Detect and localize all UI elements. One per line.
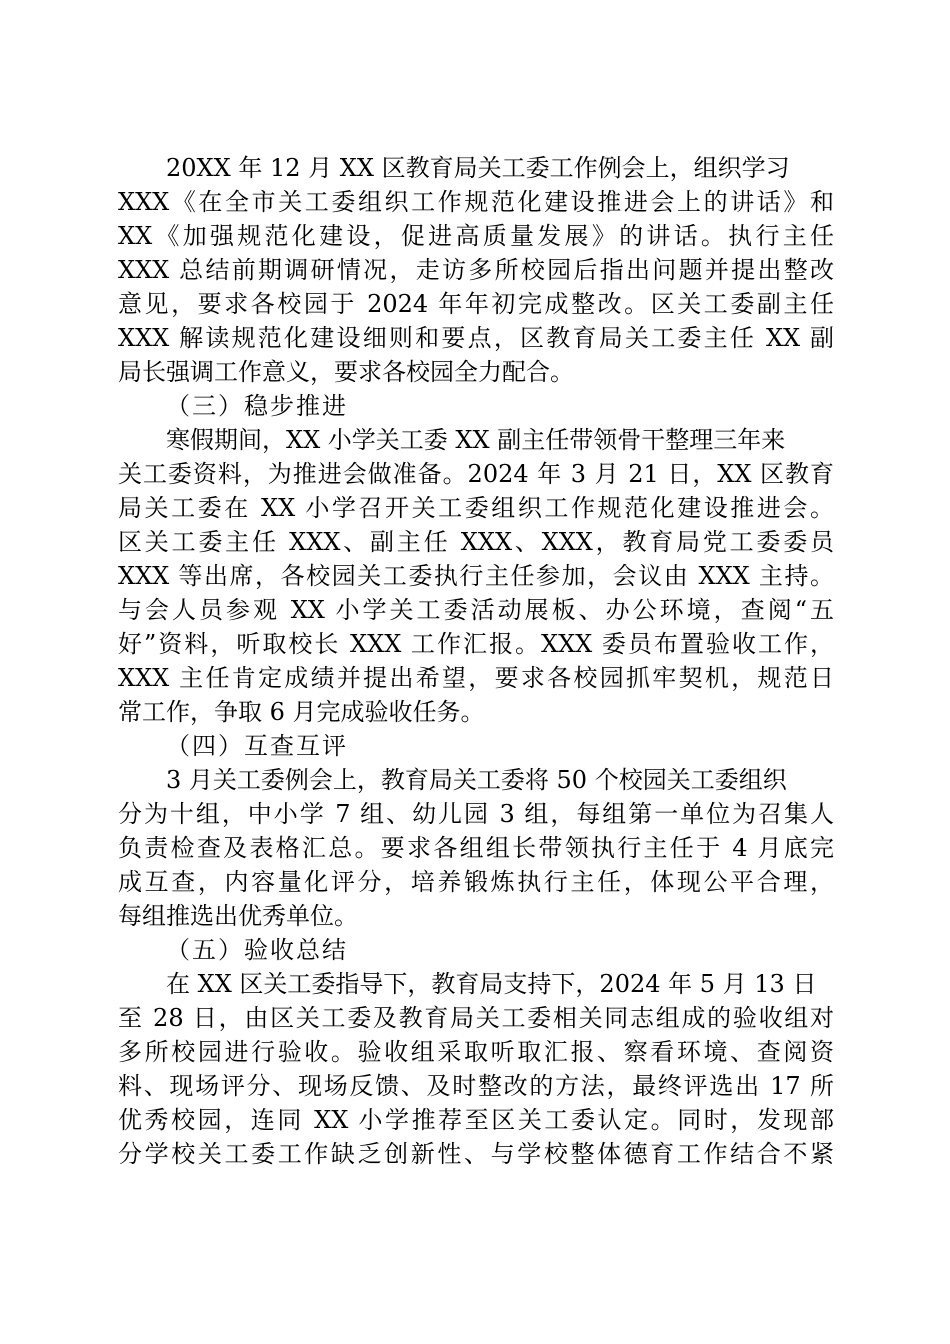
paragraph-line: XXX 解读规范化建设细则和要点，区教育局关工委主任 XX 副 [118,324,834,352]
paragraph-line: 料、现场评分、现场反馈、及时整改的方法，最终评选出 17 所 [118,1072,834,1100]
paragraph-line: 3 月关工委例会上，教育局关工委将 50 个校园关工委组织 [166,766,787,794]
paragraph-line: 每组推选出优秀单位。 [118,902,358,930]
section-heading: （四）互查互评 [166,732,348,760]
paragraph-line: 常工作，争取 6 月完成验收任务。 [118,698,485,726]
paragraph-line: 负责检查及表格汇总。要求各组组长带领执行主任于 4 月底完 [118,834,834,862]
paragraph-line: 局关工委在 XX 小学召开关工委组织工作规范化建设推进会。 [118,494,834,522]
paragraph-line: XXX 主任肯定成绩并提出希望，要求各校园抓牢契机，规范日 [118,664,834,692]
paragraph-line: 意见，要求各校园于 2024 年年初完成整改。区关工委副主任 [118,290,834,318]
paragraph-line: 与会人员参观 XX 小学关工委活动展板、办公环境，查阅“五 [118,596,834,624]
paragraph-line: 寒假期间，XX 小学关工委 XX 副主任带领骨干整理三年来 [166,426,786,454]
paragraph-line: 在 XX 区关工委指导下，教育局支持下，2024 年 5 月 13 日 [166,970,817,998]
paragraph-line: 区关工委主任 XXX、副主任 XXX、XXX，教育局党工委委员 [118,528,834,556]
section-heading: （五）验收总结 [166,936,348,964]
paragraph-line: XX《加强规范化建设，促进高质量发展》的讲话。执行主任 [118,222,834,250]
paragraph-line: 关工委资料，为推进会做准备。2024 年 3 月 21 日，XX 区教育 [118,460,834,488]
paragraph-line: 好”资料，听取校长 XXX 工作汇报。XXX 委员布置验收工作， [118,630,834,658]
paragraph-line: 局长强调工作意义，要求各校园全力配合。 [118,358,574,386]
paragraph-line: XXX《在全市关工委组织工作规范化建设推进会上的讲话》和 [118,188,834,216]
paragraph-line: 至 28 日，由区关工委及教育局关工委相关同志组成的验收组对 [118,1004,834,1032]
paragraph-line: XXX 等出席，各校园关工委执行主任参加，会议由 XXX 主持。 [118,562,834,590]
paragraph-line: 20XX 年 12 月 XX 区教育局关工委工作例会上，组织学习 [166,154,790,182]
paragraph-line: 分为十组，中小学 7 组、幼儿园 3 组，每组第一单位为召集人 [118,800,834,828]
paragraph-line: 分学校关工委工作缺乏创新性、与学校整体德育工作结合不紧 [118,1140,834,1168]
paragraph-line: 成互查，内容量化评分，培养锻炼执行主任，体现公平合理， [118,868,834,896]
section-heading: （三）稳步推进 [166,392,348,420]
paragraph-line: 优秀校园，连同 XX 小学推荐至区关工委认定。同时，发现部 [118,1106,834,1134]
paragraph-line: XXX 总结前期调研情况，走访多所校园后指出问题并提出整改 [118,256,834,284]
paragraph-line: 多所校园进行验收。验收组采取听取汇报、察看环境、查阅资 [118,1038,834,1066]
